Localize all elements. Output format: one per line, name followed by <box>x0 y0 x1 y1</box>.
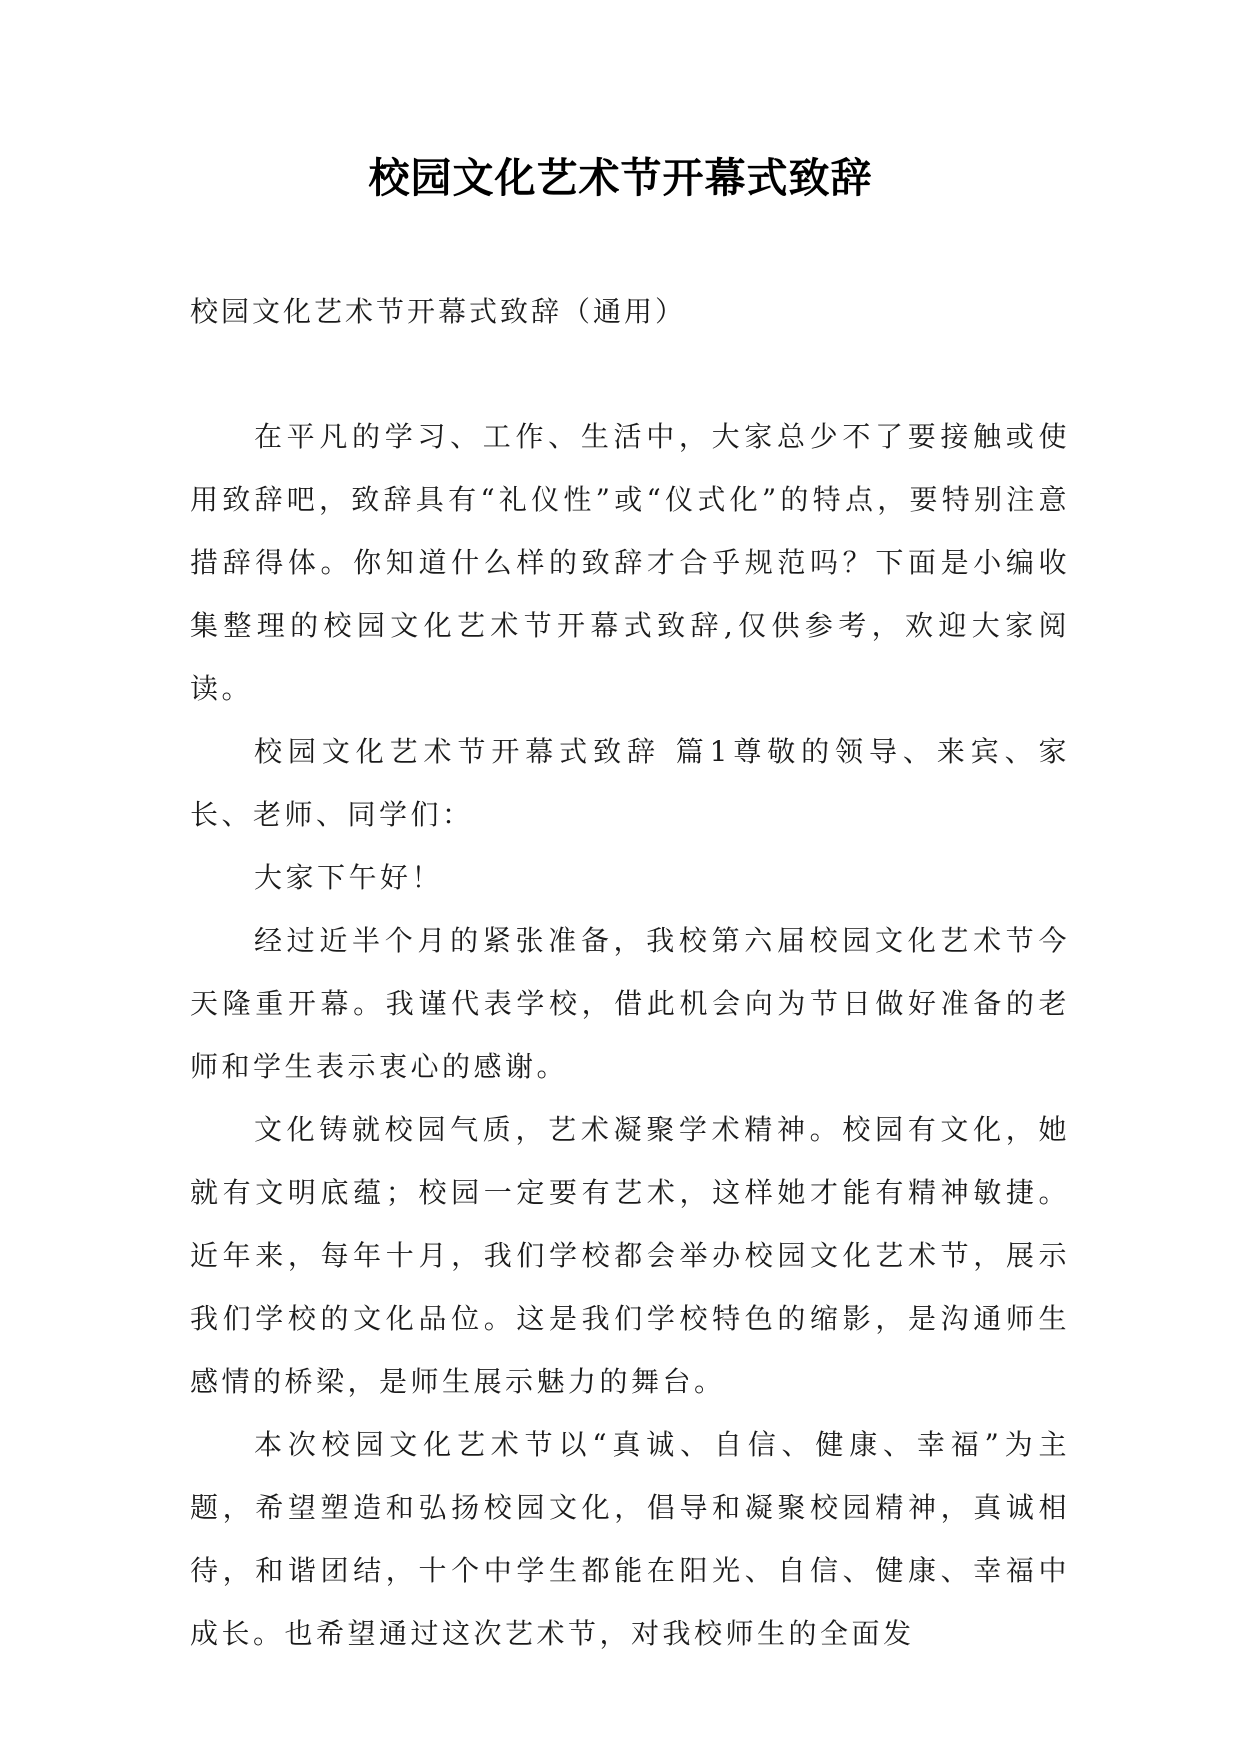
paragraph-theme: 本次校园文化艺术节以“真诚、自信、健康、幸福”为主题，希望塑造和弘扬校园文化，倡导和凝聚校园精神，真诚相待，和谐团结，十个中学生都能在阳光、自信、健康、幸福中成长。也希望通过这次艺术节，对我校师生的全面发 <box>190 1428 1070 1650</box>
paragraph-intro: 在平凡的学习、工作、生活中，大家总少不了要接触或使用致辞吧，致辞具有“礼仪性”或“仪式化”的特点，要特别注意措辞得体。你知道什么样的致辞才合乎规范吗？下面是小编收集整理的校园文化艺术节开幕式致辞,仅供参考，欢迎大家阅读。 <box>190 420 1070 705</box>
paragraph-culture: 文化铸就校园气质，艺术凝聚学术精神。校园有文化，她就有文明底蕴；校园一定要有艺术，这样她才能有精神敏捷。近年来，每年十月，我们学校都会举办校园文化艺术节，展示我们学校的文化品位。这是我们学校特色的缩影，是沟通师生感情的桥梁，是师生展示魅力的舞台。 <box>190 1113 1070 1398</box>
document-subtitle: 校园文化艺术节开幕式致辞（通用） <box>190 295 687 328</box>
document-title: 校园文化艺术节开幕式致辞 <box>368 154 873 202</box>
paragraph-greeting-heading: 校园文化艺术节开幕式致辞 篇1尊敬的领导、来宾、家长、老师、同学们： <box>190 735 1070 831</box>
paragraph-opening: 经过近半个月的紧张准备，我校第六届校园文化艺术节今天隆重开幕。我谨代表学校，借此机会向为节日做好准备的老师和学生表示衷心的感谢。 <box>190 924 1070 1083</box>
document-body <box>190 405 1070 1665</box>
paragraph-salutation: 大家下午好！ <box>254 861 444 894</box>
